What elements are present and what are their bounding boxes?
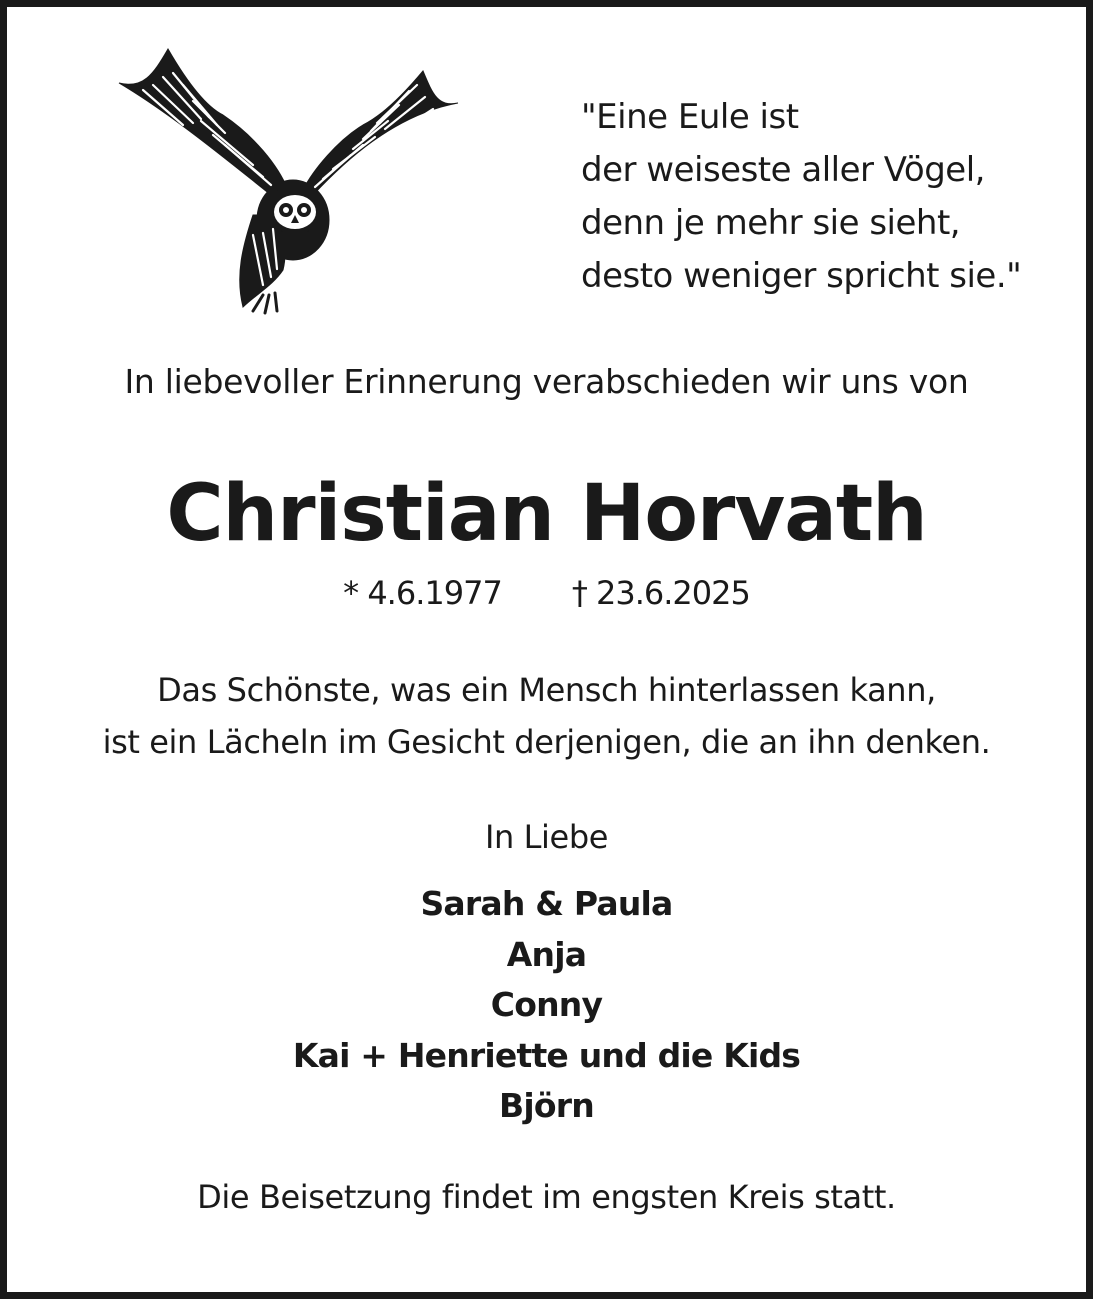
intro-text: In liebevoller Erinnerung verabschieden wir uns von bbox=[124, 362, 969, 401]
flying-owl-icon bbox=[113, 45, 463, 315]
life-dates bbox=[7, 574, 1086, 612]
mourner-name: Björn bbox=[499, 1086, 594, 1125]
quote-line: denn je mehr sie sieht, bbox=[581, 203, 961, 243]
quote-line: der weiseste aller Vögel, bbox=[581, 150, 985, 190]
mourner-name: Anja bbox=[506, 934, 587, 974]
memorial-saying-line: Das Schönste, was ein Mensch hinterlassen kann, bbox=[157, 671, 936, 709]
mourner-name: Conny bbox=[490, 985, 603, 1024]
deceased-name: Christian Horvath bbox=[166, 469, 927, 559]
birth-date: * 4.6.1977 bbox=[343, 574, 502, 612]
mourners-list bbox=[7, 879, 1086, 1132]
quote-line: desto weniger spricht sie." bbox=[581, 256, 1022, 296]
mourner-name: Kai + Henriette und die Kids bbox=[292, 1035, 801, 1075]
quote-line: "Eine Eule ist bbox=[581, 97, 799, 137]
funeral-note: Die Beisetzung findet im engsten Kreis statt. bbox=[197, 1178, 896, 1216]
memorial-saying-line: ist ein Lächeln im Gesicht derjenigen, die an ihn denken. bbox=[102, 723, 991, 761]
closing-phrase: In Liebe bbox=[484, 818, 609, 856]
owl-quote bbox=[581, 91, 1021, 303]
mourner-name: Sarah & Paula bbox=[420, 884, 673, 923]
death-date: † 23.6.2025 bbox=[571, 574, 750, 612]
